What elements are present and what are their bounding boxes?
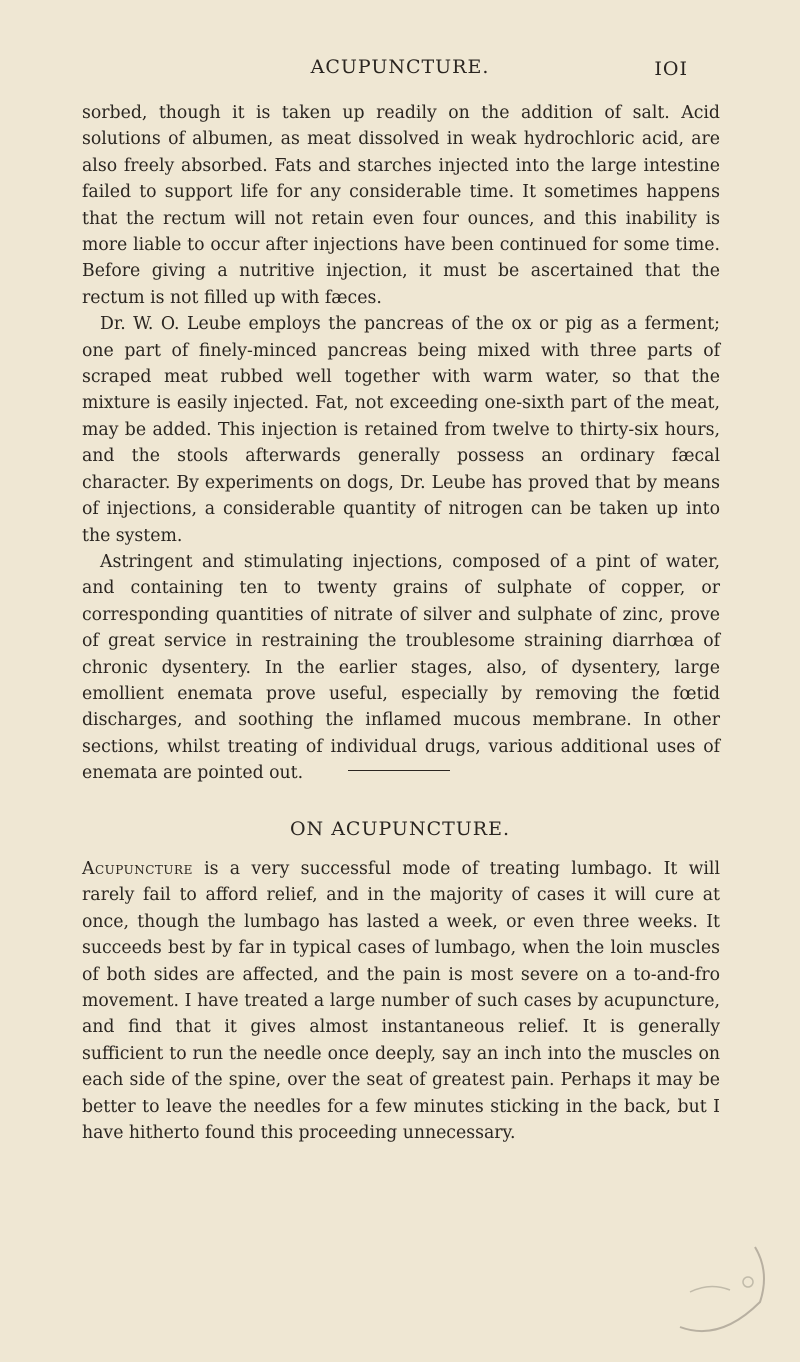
running-head: ACUPUNCTURE. <box>310 56 490 78</box>
section-paragraph <box>82 856 720 1146</box>
body-text <box>82 100 720 787</box>
page-number: IOI <box>654 58 688 80</box>
paragraph-2: Dr. W. O. Leube employs the pancreas of the ox or pig as a ferment; one part of finely-minced pancreas being mixed with three parts of scraped meat rubbed well together with warm water, so that the mixture is easily injected. Fat, not exceeding one-sixth part of the meat, may be added. This injection is retained from twelve to thirty-six hours, and the stools afterwards generally possess an ordinary fæcal character. By experiments on dogs, Dr. Leube has proved that by means of injections, a considerable quantity of nitrogen can be taken up into the system. <box>82 314 720 546</box>
paragraph-1: sorbed, though it is taken up readily on the addition of salt. Acid solutions of albumen, as meat dissolved in weak hydrochloric acid, are also freely absorbed. Fats and starches injected into the large intestine failed to support life for any considerable time. It sometimes happens that the rectum will not retain even four ounces, and this inability is more liable to occur after injections have been continued for some time. Before giving a nutritive injection, it must be ascertained that the rectum is not filled up with fæces. <box>82 103 720 308</box>
section-body: is a very successful mode of treating lumbago. It will rarely fail to afford relief, and in the majority of cases it will cure at once, though the lumbago has lasted a week, or even three weeks. It succeeds best by far in typical cases of lumbago, when the loin muscles of both sides are affected, and the pain is most severe on a to-and-fro movement. I have treated a large number of such cases by acupuncture, and find that it gives almost instantaneous relief. It is generally sufficient to run the needle once deeply, say an inch into the muscles on each side of the spine, over the seat of greatest pain. Perhaps it may be better to leave the needles for a few minutes sticking in the back, but I have hitherto found this proceeding unnecessary. <box>82 859 720 1144</box>
section-divider <box>348 770 450 771</box>
paragraph-3: Astringent and stimulating injections, composed of a pint of water, and containing ten to twenty grains of sulphate of copper, or corresponding quantities of nitrate of silver and sulphate of zinc, prove of great service in restraining the troublesome straining diarrhœa of chronic dysentery. In the earlier stages, also, of dysentery, large emollient enemata prove useful, especially by removing the fœtid discharges, and soothing the inflamed mucous membrane. In other sections, whilst treating of individual drugs, various additional uses of enemata are pointed out. <box>82 551 720 784</box>
section-lead-word: Acupuncture <box>82 859 193 879</box>
section-heading: ON ACUPUNCTURE. <box>289 818 511 840</box>
library-stamp-mark <box>660 1232 770 1342</box>
